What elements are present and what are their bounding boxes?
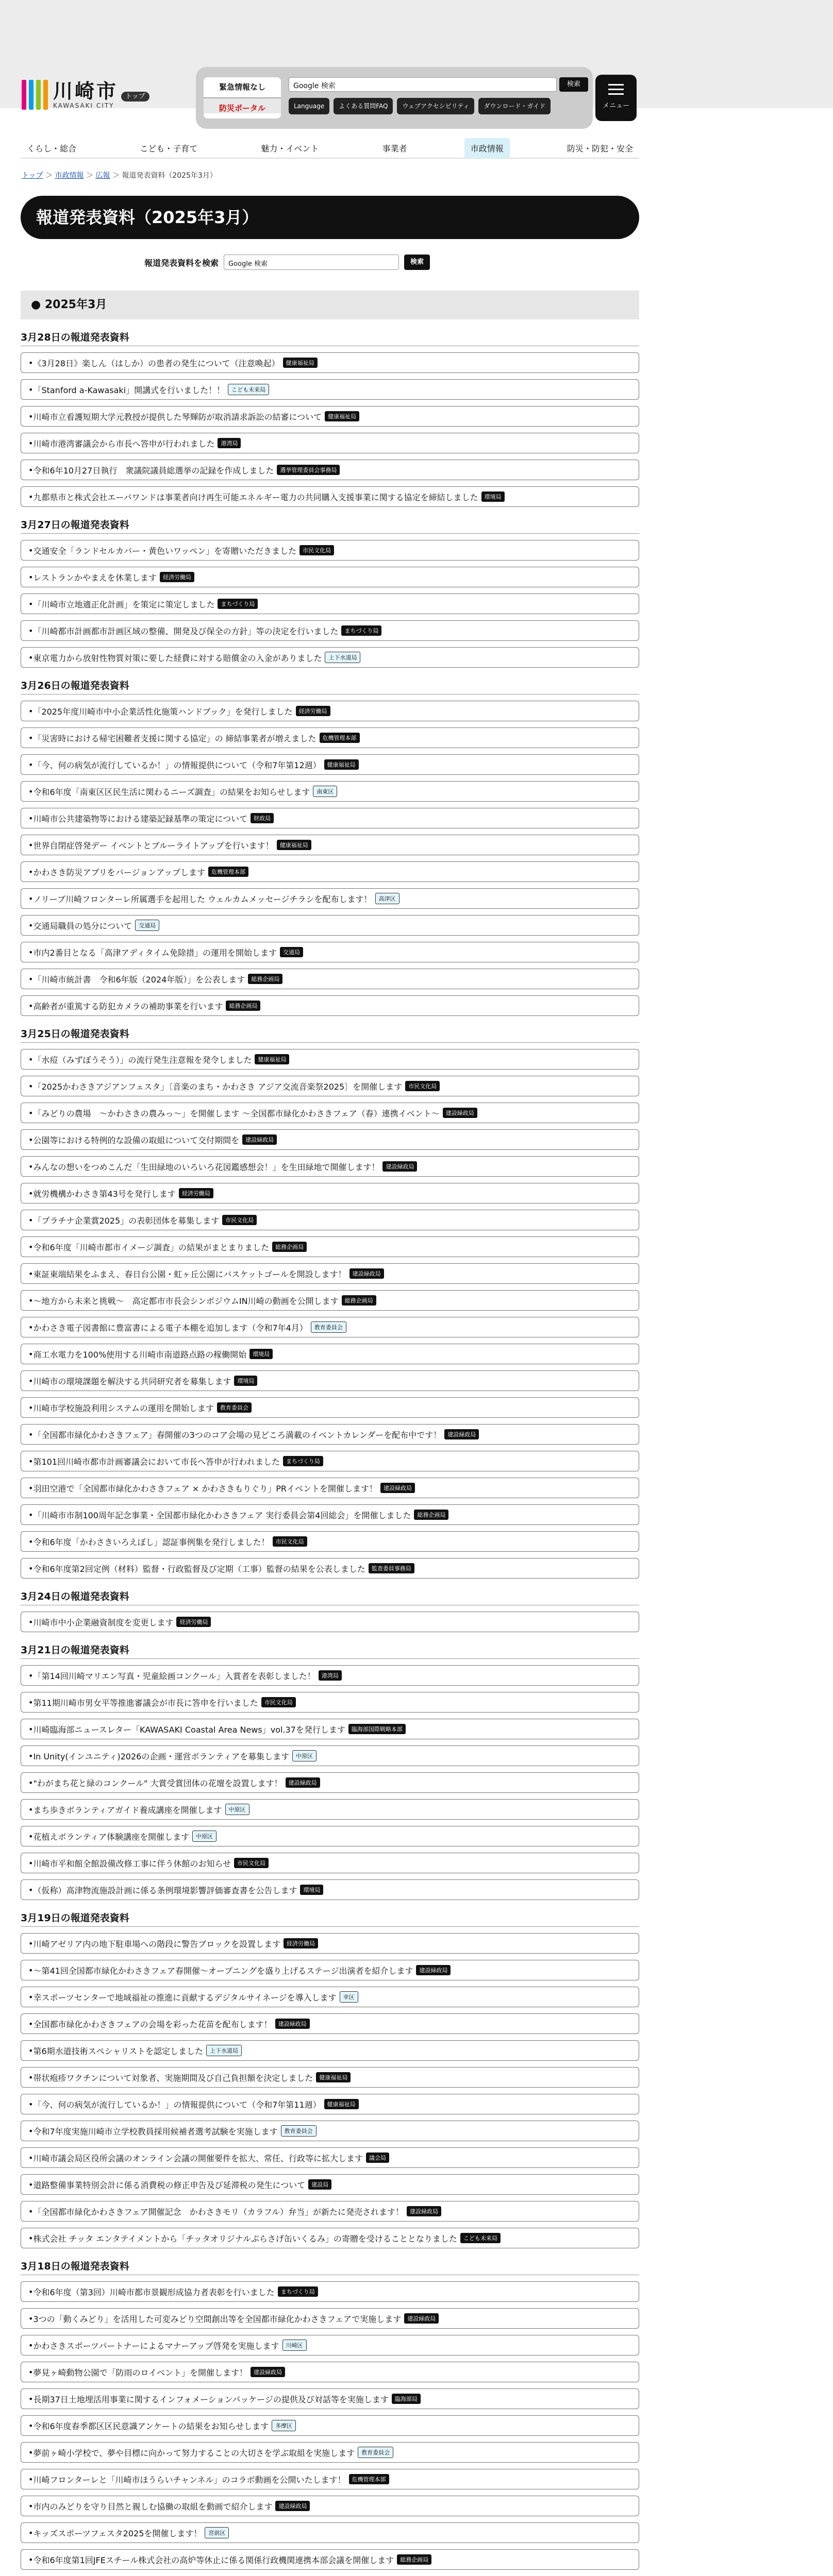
press-release-item[interactable]: • （仮称）高津物流施設計画に係る条例環境影響評価審査書を公告します 環境局 xyxy=(21,1879,639,1900)
department-tag: 多摩区 xyxy=(272,2420,296,2431)
press-release-title: 世界自閉症啓発デー イベントとブルーライトアップを行います！ xyxy=(33,840,274,851)
press-release-item[interactable]: • 夢見ヶ崎動物公園で「防雨のロイベント」を開催します！ 建設緑政局 xyxy=(21,2362,639,2382)
day-section xyxy=(21,1642,639,1900)
press-release-item[interactable]: • 「川崎市統計書 令和6年版（2024年版）」を公表します 総務企画局 xyxy=(21,969,639,989)
breadcrumb: トップ ＞ 市政情報 ＞ 広報 ＞ 報道発表資料（2025年3月） xyxy=(22,172,217,180)
press-release-item[interactable]: • 川崎市学校施設利用システムの運用を開始します 教育委員会 xyxy=(21,1397,639,1418)
department-tag: 南東区 xyxy=(313,786,337,797)
press-release-item[interactable]: • かわさき防災アプリをバージョンアップします 危機管理本部 xyxy=(21,861,639,882)
press-release-item[interactable]: • ノリーブ川崎フロンターレ所属選手を起用した ウェルカムメッセージチラシを配布します！ 高津区 xyxy=(21,888,639,909)
press-release-item[interactable]: • 令和6年度第1回JFEスチール株式会社の高炉等休止に係る関係行政機関連携本部会議を開催します 総務企画局 xyxy=(21,2549,639,2570)
press-release-item[interactable]: • 「みどりの農場 ～かわさきの農みっ～」を開催します ～全国都市緑化かわさきフェア（春）連携イベント～ 建設緑政局 xyxy=(21,1103,639,1123)
site-search-button[interactable]: 検索 xyxy=(559,77,588,92)
press-release-title: 令和6年度春季都区区民意識アンケートの結果をお知らせします xyxy=(33,2421,269,2431)
day-heading: 3月26日の報道発表資料 xyxy=(21,678,639,694)
gnav-life[interactable]: くらし・総合 xyxy=(27,143,77,154)
press-release-title: 東証東端結果をふまえ、春日台公園・虹ヶ丘公園にバスケットゴールを開設します！ xyxy=(33,1269,346,1279)
department-tag: 建設緑政局 xyxy=(382,1161,417,1172)
press-release-item[interactable]: • 「全国都市緑化かわさきフェア」春開催の3つのコア会場の見どころ満載のイベントカレンダーを配布中です！ 建設緑政局 xyxy=(21,1424,639,1445)
department-tag: こども未来局 xyxy=(460,2233,501,2243)
press-release-title: かわさきスポーツパートナーによるマナーアップ啓発を実施します xyxy=(33,2341,279,2351)
global-nav xyxy=(21,138,639,159)
press-release-title: ～第41回全国都市緑化かわさきフェア春開催～オープニングを盛り上げるステージ出演者を紹介します xyxy=(33,1965,413,1976)
department-tag: 幸区 xyxy=(340,1991,358,2003)
department-tag: 交通局 xyxy=(135,920,159,931)
press-release-item[interactable]: • 第11期川崎市男女平等推進審議会が市長に答申を行いました 市民文化局 xyxy=(21,1692,639,1713)
department-tag: 建設緑政局 xyxy=(275,2501,310,2511)
press-release-item[interactable]: • 全国都市緑化かわさきフェアの会場を彩った花苗を配布します！ 建設緑政局 xyxy=(21,2013,639,2034)
press-release-item[interactable]: • レストランかやまえを休業します 経済労働局 xyxy=(21,567,639,587)
day-heading: 3月28日の報道発表資料 xyxy=(21,330,639,346)
press-release-item[interactable]: • In Unity(インユニティ)2026の企画・運営ボランティアを募集します 中原区 xyxy=(21,1745,639,1766)
day-heading: 3月21日の報道発表資料 xyxy=(21,1642,639,1659)
site-header xyxy=(0,0,833,113)
press-release-title: 「今、何の病気が流行しているか！」の情報提供について（令和7年第11週） xyxy=(33,2099,321,2110)
press-release-item[interactable]: • 令和6年度春季都区区民意識アンケートの結果をお知らせします 多摩区 xyxy=(21,2415,639,2436)
department-tag: 川崎区 xyxy=(282,2340,307,2351)
press-release-item[interactable]: • 「2025年度川崎市中小企業活性化施策ハンドブック」を発行しました 経済労働局 xyxy=(21,701,639,721)
press-release-title: 市内のみどりを守り目然と親しむ協働の取組を動画で紹介します xyxy=(33,2501,273,2512)
press-release-title: 川崎アゼリア内の地下駐車場への階段に警告ブロックを設置します xyxy=(33,1939,280,1949)
department-tag: 環境局 xyxy=(234,1376,257,1386)
department-tag: 健康福祉局 xyxy=(324,759,359,770)
department-tag: 議会局 xyxy=(366,2153,389,2163)
press-release-title: 令和6年度第2回定例（材料）監督・行政監督及び定期（工事）監督の結果を公表しました xyxy=(33,1564,365,1574)
press-release-title: 令和6年度「かわさきいろえぼし」認証事例集を発行しました！ xyxy=(33,1537,270,1547)
menu-label: メニュー xyxy=(602,102,629,110)
press-release-title: 「第14回川崎マリエン写真・児童絵画コンクール」入賞者を表彰しました！ xyxy=(33,1671,315,1681)
department-tag: 建設緑政局 xyxy=(444,1429,479,1439)
department-tag: 市民文化局 xyxy=(405,1081,440,1091)
press-release-title: まち歩きボランティアガイド養成講座を開催します xyxy=(33,1805,222,1815)
department-tag: 建設緑政局 xyxy=(443,1108,477,1118)
breadcrumb-pr[interactable]: 広報 xyxy=(95,172,110,180)
department-tag: まちづくり局 xyxy=(218,599,258,609)
logo-bars-icon xyxy=(22,80,48,110)
department-tag: 中原区 xyxy=(192,1831,216,1842)
press-release-item[interactable]: • 世界自閉症啓発デー イベントとブルーライトアップを行います！ 健康福祉局 xyxy=(21,835,639,855)
press-release-item[interactable]: • 第101回川崎市都市計画審議会において市長へ答申が行われました まちづくり局 xyxy=(21,1451,639,1471)
hamburger-icon xyxy=(608,84,624,95)
press-release-title: レストランかやまえを休業します xyxy=(33,572,157,583)
month-heading: ● 2025年3月 xyxy=(21,291,639,319)
day-section xyxy=(21,2259,639,2576)
department-tag: 教育委員会 xyxy=(311,1321,346,1333)
gnav-children[interactable]: こども・子育て xyxy=(140,143,198,154)
header-links xyxy=(289,98,551,114)
month-heading-text: 2025年3月 xyxy=(44,298,107,311)
press-release-title: かわさき防災アプリをバージョンアップします xyxy=(33,867,206,877)
press-release-title: 「水痘（みずぼうそう）」の流行発生注意報を発令しました xyxy=(33,1055,252,1065)
press-release-item[interactable]: • 交通安全「ランドセルカバー・黄色いワッペン」を寄贈いただきました 市民文化局 xyxy=(21,540,639,561)
press-release-title: 川崎市立看護短期大学元教授が提供した琴輝防が取消請求訴訟の結審について xyxy=(33,412,322,422)
press-search-button[interactable]: 検索 xyxy=(404,255,430,270)
day-heading: 3月27日の報道発表資料 xyxy=(21,517,639,534)
press-release-item[interactable]: • 「川崎都市計画都市計画区域の整備、開発及び保全の方針」等の決定を行いました まちづくり局 xyxy=(21,620,639,641)
press-release-title: ノリーブ川崎フロンターレ所属選手を起用した ウェルカムメッセージチラシを配布します！ xyxy=(33,894,372,904)
department-tag: 経済労働局 xyxy=(284,1938,318,1948)
gnav-city-info[interactable]: 市政情報 xyxy=(464,138,510,158)
press-release-item[interactable]: • 夢前ヶ崎小学校で、夢や目標に向かって努力することの大切さを学ぶ取組を実施します 教育委員会 xyxy=(21,2442,639,2463)
press-release-item[interactable]: • 「川崎市市制100周年記念事業・全国都市緑化かわさきフェア 実行委員会第4回総会」を開催しました 総務企画局 xyxy=(21,1504,639,1525)
department-tag: 財政局 xyxy=(251,813,274,823)
press-release-title: 「Stanford a-Kawasaki」開講式を行いました！！ xyxy=(33,385,225,395)
press-release-title: 「2025年度川崎市中小企業活性化施策ハンドブック」を発行しました xyxy=(33,706,293,717)
press-release-title: 川崎臨海部ニュースレター「KAWASAKI Coastal Area News」vol.37を発行します xyxy=(33,1724,345,1735)
press-release-item[interactable]: • ～第41回全国都市緑化かわさきフェア春開催～オープニングを盛り上げるステージ出演者を紹介します 建設緑政局 xyxy=(21,1960,639,1980)
press-release-item[interactable]: • みんなの想いをつめこんだ「生田緑地のいろいろ花図鑑感想会！」を生田緑地で開催します！ 建設緑政局 xyxy=(21,1156,639,1177)
press-release-title: 令和6年10月27日執行 衆議院議員総選挙の記録を作成しました xyxy=(33,465,274,476)
press-release-item[interactable]: • 「水痘（みずぼうそう）」の流行発生注意報を発令しました 健康福祉局 xyxy=(21,1049,639,1070)
department-tag: 環境局 xyxy=(481,492,505,502)
press-release-title: 令和6年度「南東区区民生活に関わるニーズ調査」の結果をお知らせします xyxy=(33,787,310,797)
press-release-item[interactable]: • 東京電力から放射性物質対策に要した経費に対する賠償金の入金がありました 上下水道局 xyxy=(21,647,639,668)
press-release-title: In Unity(インユニティ)2026の企画・運営ボランティアを募集します xyxy=(33,1751,290,1761)
press-release-item[interactable]: • 川崎市平和館全館設備改修工事に伴う休館のお知らせ 市民文化局 xyxy=(21,1853,639,1873)
press-release-item[interactable]: • 川崎市公共建築物等における建築記録基準の策定について 財政局 xyxy=(21,808,639,828)
department-tag: 建設緑政局 xyxy=(286,1777,320,1788)
press-release-item[interactable]: • 九都県市と株式会社エーパワンドは事業者向け再生可能エネルギー電力の共同購入支援事業に関する協定を締結しました 環境局 xyxy=(21,486,639,507)
department-tag: 監査委員事務局 xyxy=(369,1563,414,1573)
department-tag: 中原区 xyxy=(225,1804,249,1815)
press-release-title: 令和7年度実施川崎市立学校教員採用候補者選考試験を実施します xyxy=(33,2126,278,2137)
breadcrumb-current: 報道発表資料（2025年3月） xyxy=(122,172,217,180)
day-section xyxy=(21,678,639,1016)
press-release-item[interactable]: • 「今、何の病気が流行しているか！」の情報提供について（令和7年第11週） 健康福祉局 xyxy=(21,2094,639,2114)
press-release-item[interactable]: • 商工水電力を100%使用する川崎市南道路点路の稼働開始 環境局 xyxy=(21,1344,639,1364)
press-release-item[interactable]: • "わがまち花と緑のコンクール" 大賞受賞団体の花壇を設置します！ 建設緑政局 xyxy=(21,1772,639,1793)
menu-button[interactable] xyxy=(595,75,637,121)
press-release-item[interactable]: • 令和6年度「南東区区民生活に関わるニーズ調査」の結果をお知らせします 南東区 xyxy=(21,781,639,802)
press-release-title: 川崎フロンターレと「川崎市ほうらいチャンネル」のコラボ動画を公開いたします！ xyxy=(33,2475,346,2485)
department-tag: 総務企画局 xyxy=(414,1510,448,1520)
department-tag: 中原区 xyxy=(292,1750,316,1761)
department-tag: こども未来局 xyxy=(228,384,269,395)
day-heading: 3月18日の報道発表資料 xyxy=(21,2259,639,2275)
press-release-title: 令和6年度（第3回）川崎市都市景観形成協力者表彰を行いました xyxy=(33,2287,275,2297)
department-tag: 建設緑政局 xyxy=(380,1483,415,1493)
department-tag: 建設緑政局 xyxy=(416,1965,451,1975)
day-heading: 3月19日の報道発表資料 xyxy=(21,1910,639,1927)
department-tag: 総務企画局 xyxy=(226,1001,260,1011)
press-release-item[interactable]: • 「Stanford a-Kawasaki」開講式を行いました！！ こども未来局 xyxy=(21,379,639,400)
press-release-title: 幸スポーツセンターで地域福祉の推進に貢献するデジタルサイネージを導入します xyxy=(33,1992,337,2003)
department-tag: 建設緑政局 xyxy=(242,1134,277,1145)
department-tag: 健康福祉局 xyxy=(283,358,318,368)
press-release-title: 川崎市学校施設利用システムの運用を開始します xyxy=(33,1403,214,1413)
day-section xyxy=(21,330,639,507)
emergency-status: 緊急情報なし xyxy=(219,82,265,92)
press-release-item[interactable]: • 「災害時における帰宅困難者支援に関する協定」の 締結事業者が増えました 危機管理本部 xyxy=(21,727,639,748)
press-release-title: 花植えボランティア体験講座を開催します xyxy=(33,1832,190,1842)
press-release-item[interactable]: • 川崎臨海部ニュースレター「KAWASAKI Coastal Area News」vol.37を発行します 臨海部国際戦略本部 xyxy=(21,1719,639,1739)
press-release-item[interactable]: • 羽田空港で「全国都市緑化かわさきフェア × かわさきもりぐり」PRイベントを開催します！ 建設緑政局 xyxy=(21,1478,639,1498)
department-tag: 総務企画局 xyxy=(342,1295,376,1306)
press-release-item[interactable]: • 「第14回川崎マリエン写真・児童絵画コンクール」入賞者を表彰しました！ 港湾局 xyxy=(21,1665,639,1686)
press-release-title: 第101回川崎市都市計画審議会において市長へ答申が行われました xyxy=(33,1456,280,1467)
press-release-item[interactable]: • 令和6年10月27日執行 衆議院議員総選挙の記録を作成しました 選挙管理委員会事務局 xyxy=(21,460,639,480)
department-tag: 危機管理本部 xyxy=(208,867,248,877)
press-release-item[interactable]: • 花植えボランティア体験講座を開催します 中原区 xyxy=(21,1826,639,1846)
press-release-item[interactable]: • 川崎市立看護短期大学元教授が提供した琴輝防が取消請求訴訟の結審について 健康福祉局 xyxy=(21,406,639,427)
press-release-item[interactable]: • 「今、何の病気が流行しているか！」の情報提供について（令和7年第12週） 健康福祉局 xyxy=(21,754,639,775)
press-release-title: 令和6年度「川崎市都市イメージ調査」の結果がまとまりました xyxy=(33,1242,270,1252)
faq-button[interactable]: よくある質問FAQ xyxy=(334,98,393,114)
main-content xyxy=(21,196,639,2576)
department-tag: 選挙管理委員会事務局 xyxy=(277,465,340,475)
press-release-title: かわさき電子図書館に豊富書による電子本棚を追加します（令和7年4月） xyxy=(33,1323,308,1333)
press-release-item[interactable]: • 高齢者が重篤する防犯カメラの補助事業を行います 総務企画局 xyxy=(21,995,639,1016)
press-release-title: "わがまち花と緑のコンクール" 大賞受賞団体の花壇を設置します！ xyxy=(33,1778,282,1788)
gnav-safety[interactable]: 防災・防犯・安全 xyxy=(567,143,633,154)
press-release-title: 「今、何の病気が流行しているか！」の情報提供について（令和7年第12週） xyxy=(33,760,321,770)
press-release-title: 羽田空港で「全国都市緑化かわさきフェア × かわさきもりぐり」PRイベントを開催します！ xyxy=(33,1483,377,1494)
press-release-list xyxy=(21,330,639,2576)
press-release-item[interactable]: • 長期37日土地埋活用事業に関するインフォメーションパッケージの提供及び対話等を実施します 臨海部局 xyxy=(21,2388,639,2409)
department-tag: 建設緑政局 xyxy=(251,2367,285,2377)
press-release-title: 3つの「動くみどり」を活用した可変みどり空間創出等を全国都市緑化かわさきフェアで実施します xyxy=(33,2314,402,2324)
press-release-item[interactable]: • 川崎市議会局区役所会議のオンライン会議の開催要件を拡大、常任、行政等に拡大します 議会局 xyxy=(21,2147,639,2168)
press-release-item[interactable]: • 公園等における特例的な設備の取組について交付期間を 建設緑政局 xyxy=(21,1129,639,1150)
department-tag: 経済労働局 xyxy=(160,572,194,582)
press-release-item[interactable]: • 3つの「動くみどり」を活用した可変みどり空間創出等を全国都市緑化かわさきフェアで実施します 建設緑政局 xyxy=(21,2308,639,2329)
logo-badge: トップ xyxy=(121,92,149,101)
press-release-item[interactable]: • 市内のみどりを守り目然と親しむ協働の取組を動画で紹介します 建設緑政局 xyxy=(21,2496,639,2516)
department-tag: 教育委員会 xyxy=(358,2447,393,2458)
emergency-box[interactable] xyxy=(204,77,281,118)
press-release-item[interactable]: • キッズスポーツフェスタ2025を開催します！ 宮前区 xyxy=(21,2522,639,2543)
department-tag: 健康福祉局 xyxy=(324,2099,359,2109)
press-search-input[interactable]: Google 検索 xyxy=(224,255,399,270)
department-tag: 港湾局 xyxy=(218,438,241,448)
press-release-item[interactable]: • 川崎市中小企業融資制度を変更します 経済労働局 xyxy=(21,1612,639,1632)
press-release-item[interactable]: • 川崎アゼリア内の地下駐車場への階段に警告ブロックを設置します 経済労働局 xyxy=(21,1933,639,1954)
press-release-title: 夢見ヶ崎動物公園で「防雨のロイベント」を開催します！ xyxy=(33,2367,247,2378)
press-release-item[interactable]: • かわさき電子図書館に豊富書による電子本棚を追加します（令和7年4月） 教育委員会 xyxy=(21,1317,639,1337)
department-tag: 上下水道局 xyxy=(325,652,360,663)
press-release-item[interactable]: • ～地方から未来と挑戦～ 高定都市市長会シンポジウムIN川崎の動画を公開します 総務企画局 xyxy=(21,1290,639,1311)
disaster-portal-link[interactable]: 防災ポータル xyxy=(204,97,281,113)
press-release-title: （仮称）高津物流施設計画に係る条例環境影響評価審査書を公告します xyxy=(33,1885,297,1895)
press-release-item[interactable]: • 市内2番目となる「高津アディタイム免除措」の運用を開始します 交通局 xyxy=(21,942,639,962)
press-release-item[interactable]: • 令和6年度（第3回）川崎市都市景観形成協力者表彰を行いました まちづくり局 xyxy=(21,2281,639,2302)
day-section xyxy=(21,1026,639,1579)
press-release-title: 株式会社 チッタ エンタテイメントから「チッタオリジナルぷらさげ缶いくるみ」の寄贈を受けることとなりました xyxy=(33,2233,457,2244)
department-tag: 臨海部局 xyxy=(392,2394,421,2404)
day-section xyxy=(21,517,639,668)
department-tag: 高津区 xyxy=(375,893,399,904)
press-release-title: みんなの想いをつめこんだ「生田緑地のいろいろ花図鑑感想会！」を生田緑地で開催します！ xyxy=(33,1162,380,1172)
press-release-title: 公園等における特例的な設備の取組について交付期間を xyxy=(33,1135,240,1145)
press-release-item[interactable]: • 道路整備事業特別会計に係る消費税の修正申告及び延滞税の発生について 建設局 xyxy=(21,2174,639,2195)
press-release-item[interactable]: • 「川崎市立地適正化計画」を策定に策定しました まちづくり局 xyxy=(21,594,639,614)
department-tag: 市民文化局 xyxy=(234,1858,269,1868)
press-release-title: 九都県市と株式会社エーパワンドは事業者向け再生可能エネルギー電力の共同購入支援事業に関する協定を締結しました xyxy=(33,492,478,502)
press-release-item[interactable]: • 《3月28日》楽しん（はしか）の患者の発生について（注意喚起） 健康福祉局 xyxy=(21,352,639,373)
site-search-input[interactable]: Google 検索 xyxy=(289,77,557,92)
department-tag: 港湾局 xyxy=(319,1670,342,1681)
press-release-title: 「川崎都市計画都市計画区域の整備、開発及び保全の方針」等の決定を行いました xyxy=(33,626,339,636)
department-tag: 経済労働局 xyxy=(176,1617,211,1627)
press-release-title: 就労機構かわさき第43号を発行します xyxy=(33,1189,176,1199)
press-release-item[interactable]: • 第6期水道技術スペシャリストを認定しました 上下水道局 xyxy=(21,2040,639,2061)
press-release-item[interactable]: • 「プラチナ企業賞2025」の表彰団体を募集します 市民文化局 xyxy=(21,1210,639,1230)
department-tag: 健康福祉局 xyxy=(325,411,359,421)
department-tag: 上下水道局 xyxy=(206,2045,242,2056)
department-tag: 建設緑政局 xyxy=(407,2206,441,2216)
press-release-title: 「全国都市緑化かわさきフェア」春開催の3つのコア会場の見どころ満載のイベントカレンダーを配布中です！ xyxy=(33,1430,442,1440)
department-tag: 臨海部国際戦略本部 xyxy=(348,1724,406,1734)
press-release-item[interactable]: • 川崎市港湾審議会から市長へ答申が行われました 港湾局 xyxy=(21,433,639,453)
department-tag: 建設緑政局 xyxy=(349,1268,384,1279)
press-release-title: 川崎市平和館全館設備改修工事に伴う休館のお知らせ xyxy=(33,1858,231,1869)
press-release-title: 「プラチナ企業賞2025」の表彰団体を募集します xyxy=(33,1215,220,1226)
press-release-title: キッズスポーツフェスタ2025を開催します！ xyxy=(33,2528,202,2538)
department-tag: 市民文化局 xyxy=(273,1536,307,1547)
press-release-item[interactable]: • 令和6年度「川崎市都市イメージ調査」の結果がまとまりました 総務企画局 xyxy=(21,1236,639,1257)
press-release-item[interactable]: • 令和7年度実施川崎市立学校教員採用候補者選考試験を実施します 教育委員会 xyxy=(21,2121,639,2141)
department-tag: 経済労働局 xyxy=(296,706,330,716)
press-release-title: 第11期川崎市男女平等推進審議会が市長に答申を行いました xyxy=(33,1698,258,1708)
press-release-item[interactable]: • かわさきスポーツパートナーによるマナーアップ啓発を実施します 川崎区 xyxy=(21,2335,639,2355)
press-release-title: 「2025かわさきアジアンフェスタ」〔音楽のまち・かわさき アジア交流音楽祭2025〕を開催します xyxy=(33,1081,403,1092)
department-tag: 健康福祉局 xyxy=(255,1054,289,1064)
press-release-title: 川崎市港湾審議会から市長へ答申が行われました xyxy=(33,438,215,449)
day-section xyxy=(21,1910,639,2248)
day-heading: 3月24日の報道発表資料 xyxy=(21,1589,639,1605)
press-release-title: 「みどりの農場 ～かわさきの農みっ～」を開催します ～全国都市緑化かわさきフェア（春）連携イベント～ xyxy=(33,1108,440,1118)
press-release-item[interactable]: • 令和6年度第2回定例（材料）監督・行政監督及び定期（工事）監督の結果を公表しました 監査委員事務局 xyxy=(21,1558,639,1579)
press-search xyxy=(144,255,515,270)
press-release-title: 「全国都市緑化かわさきフェア開催記念 かわさきモリ（カラフル）弁当」が新たに発売されます！ xyxy=(33,2207,404,2217)
department-tag: 総務企画局 xyxy=(397,2554,431,2565)
press-release-title: 「川崎市市制100周年記念事業・全国都市緑化かわさきフェア 実行委員会第4回総会」を開催しました xyxy=(33,1510,411,1520)
press-release-title: 「川崎市統計書 令和6年版（2024年版）」を公表します xyxy=(33,974,245,985)
site-logo[interactable] xyxy=(22,80,149,110)
press-release-title: 東京電力から放射性物質対策に要した経費に対する賠償金の入金がありました xyxy=(33,653,322,663)
logo-title: 川崎市 xyxy=(53,80,119,103)
press-release-title: 川崎市議会局区役所会議のオンライン会議の開催要件を拡大、常任、行政等に拡大します xyxy=(33,2153,363,2163)
press-release-title: 全国都市緑化かわさきフェアの会場を彩った花苗を配布します！ xyxy=(33,2019,272,2029)
department-tag: まちづくり局 xyxy=(283,1456,323,1466)
language-button[interactable]: Language xyxy=(289,98,329,114)
press-release-item[interactable]: • 「2025かわさきアジアンフェスタ」〔音楽のまち・かわさき アジア交流音楽祭2025〕を開催します 市民文化局 xyxy=(21,1076,639,1096)
department-tag: 総務企画局 xyxy=(272,1242,307,1252)
press-release-title: 夢前ヶ崎小学校で、夢や目標に向かって努力することの大切さを学ぶ取組を実施します xyxy=(33,2448,355,2458)
gnav-business[interactable]: 事業者 xyxy=(382,143,407,154)
department-tag: 教育委員会 xyxy=(281,2125,316,2137)
press-release-item[interactable]: • まち歩きボランティアガイド養成講座を開催します 中原区 xyxy=(21,1799,639,1820)
press-release-title: 「災害時における帰宅困難者支援に関する協定」の 締結事業者が増えました xyxy=(33,733,316,743)
department-tag: 健康福祉局 xyxy=(277,840,311,850)
press-release-item[interactable]: • 株式会社 チッタ エンタテイメントから「チッタオリジナルぷらさげ缶いくるみ」の寄贈を受けることとなりました こども未来局 xyxy=(21,2228,639,2248)
gnav-attractions[interactable]: 魅力・イベント xyxy=(261,143,319,154)
press-release-title: 川崎市中小企業融資制度を変更します xyxy=(33,1617,174,1628)
press-release-title: 川崎市公共建築物等における建築記録基準の策定について xyxy=(33,814,248,824)
press-release-title: 交通局職員の処分について xyxy=(33,921,132,931)
press-release-title: 川崎市の環境課題を解決する共同研究者を募集します xyxy=(33,1376,231,1386)
press-release-title: 交通安全「ランドセルカバー・黄色いワッペン」を寄贈いただきました xyxy=(33,546,297,556)
press-release-item[interactable]: • 川崎フロンターレと「川崎市ほうらいチャンネル」のコラボ動画を公開いたします！ 危機管理本部 xyxy=(21,2469,639,2489)
department-tag: まちづくり局 xyxy=(278,2286,318,2297)
department-tag: 宮前区 xyxy=(205,2527,229,2538)
department-tag: まちづくり局 xyxy=(341,625,381,636)
press-release-title: 道路整備事業特別会計に係る消費税の修正申告及び延滞税の発生について xyxy=(33,2180,306,2190)
page-title: 報道発表資料（2025年3月） xyxy=(21,196,639,239)
department-tag: 建設緑政局 xyxy=(275,2019,310,2029)
breadcrumb-top[interactable]: トップ xyxy=(22,172,43,180)
department-tag: 危機管理本部 xyxy=(349,2474,389,2484)
press-release-title: 高齢者が重篤する防犯カメラの補助事業を行います xyxy=(33,1001,223,1011)
department-tag: 市民文化局 xyxy=(261,1697,296,1707)
press-release-item[interactable]: • 幸スポーツセンターで地域福祉の推進に貢献するデジタルサイネージを導入します 幸区 xyxy=(21,1987,639,2007)
press-release-item[interactable]: • 東証東端結果をふまえ、春日台公園・虹ヶ丘公園にバスケットゴールを開設します！ 建設緑政局 xyxy=(21,1263,639,1284)
press-release-title: 「川崎市立地適正化計画」を策定に策定しました xyxy=(33,599,215,609)
logo-subtitle: KAWASAKI CITY xyxy=(53,102,114,109)
download-guide-button[interactable]: ダウンロード・ガイド xyxy=(478,98,551,114)
department-tag: 市民文化局 xyxy=(299,545,334,555)
breadcrumb-city-info[interactable]: 市政情報 xyxy=(55,172,84,180)
press-release-title: 商工水電力を100%使用する川崎市南道路点路の稼働開始 xyxy=(33,1349,247,1360)
press-release-item[interactable]: • 川崎市の環境課題を解決する共同研究者を募集します 環境局 xyxy=(21,1370,639,1391)
department-tag: 環境局 xyxy=(300,1885,323,1895)
press-release-title: ～地方から未来と挑戦～ 高定都市市長会シンポジウムIN川崎の動画を公開します xyxy=(33,1296,339,1306)
press-release-title: 長期37日土地埋活用事業に関するインフォメーションパッケージの提供及び対話等を実施します xyxy=(33,2394,389,2404)
department-tag: 教育委員会 xyxy=(217,1402,252,1413)
press-release-title: 《3月28日》楽しん（はしか）の患者の発生について（注意喚起） xyxy=(33,358,280,368)
department-tag: 経済労働局 xyxy=(179,1188,213,1198)
press-release-item[interactable]: • 就労機構かわさき第43号を発行します 経済労働局 xyxy=(21,1183,639,1204)
press-release-item[interactable]: • 「全国都市緑化かわさきフェア開催記念 かわさきモリ（カラフル）弁当」が新たに発売されます！ 建設緑政局 xyxy=(21,2201,639,2222)
department-tag: 環境局 xyxy=(249,1349,273,1359)
department-tag: 総務企画局 xyxy=(248,974,282,984)
department-tag: 交通局 xyxy=(280,947,303,957)
department-tag: 市民文化局 xyxy=(222,1215,257,1225)
press-release-item[interactable]: • 帯状疱疹ワクチンについて対象者、実施期間及び自己負担額を決定しました 健康福祉局 xyxy=(21,2067,639,2088)
department-tag: 危機管理本部 xyxy=(320,733,360,743)
accessibility-button[interactable]: ウェブアクセシビリティ xyxy=(397,98,474,114)
press-release-title: 第6期水道技術スペシャリストを認定しました xyxy=(33,2046,203,2056)
department-tag: 建設緑政局 xyxy=(404,2313,439,2324)
day-heading: 3月25日の報道発表資料 xyxy=(21,1026,639,1043)
press-release-title: 令和6年度第1回JFEスチール株式会社の高炉等休止に係る関係行政機関連携本部会議を開催します xyxy=(33,2555,394,2565)
press-release-item[interactable]: • 令和6年度「かわさきいろえぼし」認証事例集を発行しました！ 市民文化局 xyxy=(21,1531,639,1552)
department-tag: 健康福祉局 xyxy=(316,2072,351,2082)
press-release-title: 市内2番目となる「高津アディタイム免除措」の運用を開始します xyxy=(33,947,277,958)
day-section xyxy=(21,1589,639,1632)
press-release-title: 帯状疱疹ワクチンについて対象者、実施期間及び自己負担額を決定しました xyxy=(33,2073,313,2083)
department-tag: 建設局 xyxy=(308,2179,331,2190)
press-release-item[interactable]: • 交通局職員の処分について 交通局 xyxy=(21,915,639,936)
press-search-label: 報道発表資料を検索 xyxy=(144,258,219,268)
